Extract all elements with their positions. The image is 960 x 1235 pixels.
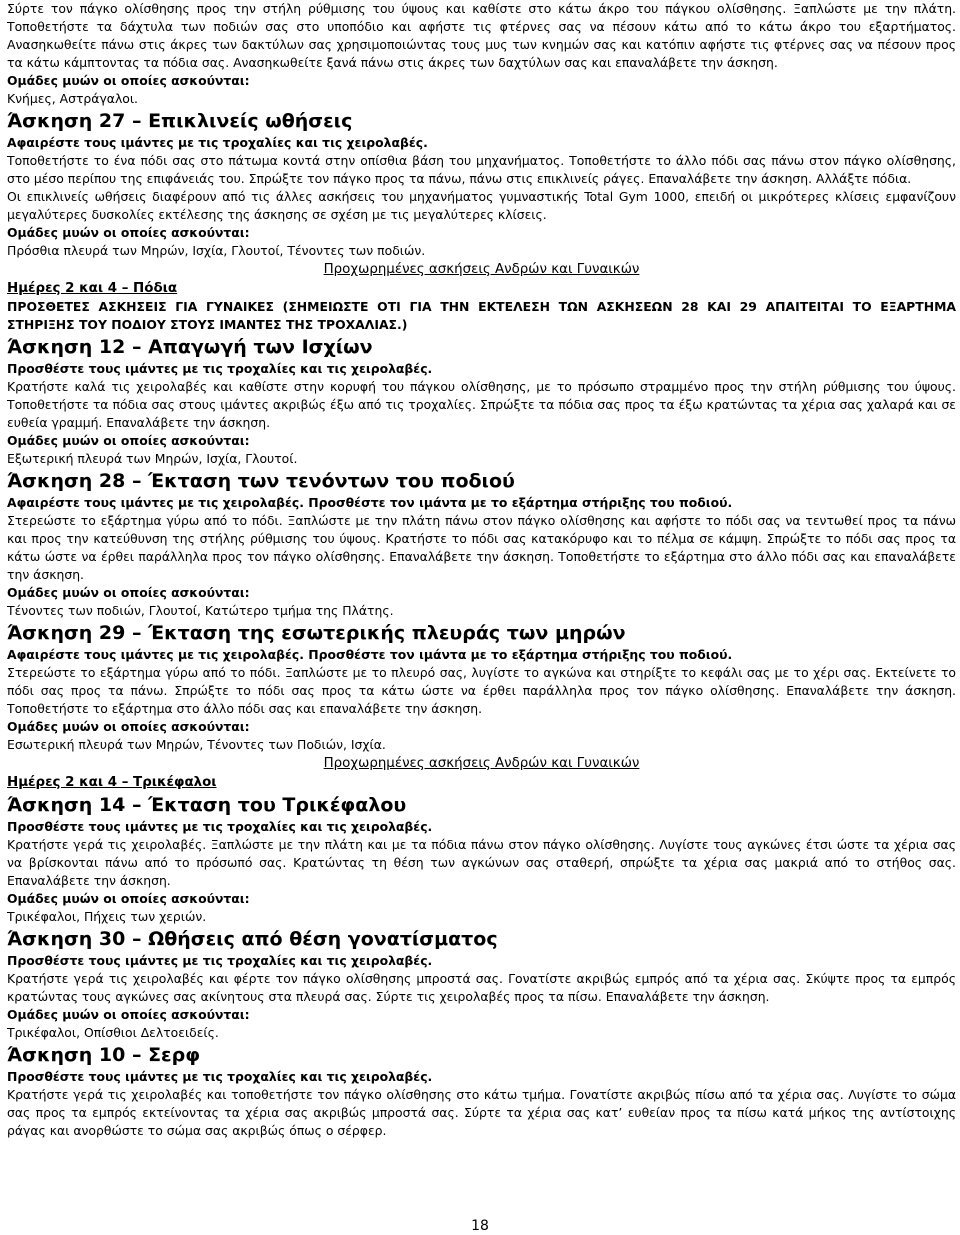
exercise-description: Κρατήστε γερά τις χειρολαβές. Ξαπλώστε με την πλάτη και με τα πόδια πάνω στον πάγκο ολίσθησης. Λυγίστε τους αγκώνες έτσι ώστε τα χέρια σας να βρίσκονται πάνω από το πρόσωπό σας. Κρατώντας τη θέση των αγκώνων σας σταθερή, σπρώξτε τα χέρια σας μακριά από το στήθος σας. Επαναλάβετε την άσκηση. [7,837,956,888]
muscles-list: Τένοντες των ποδιών, Γλουτοί, Κατώτερο τμήμα της Πλάτης. [7,603,394,618]
exercise-description: Στερεώστε το εξάρτημα γύρω από το πόδι. Ξαπλώστε με την πλάτη πάνω στον πάγκο ολίσθησης και αφήστε το πόδι σας να τεντωθεί προς τα πάνω και προς την κατεύθυνση της στήλης ρύθμισης του ύψους. Κρατήστε το πόδι σας κατακόρυφο και το πέλμα σε κάμψη. Σπρώξτε το πόδι σας προς τα κάτω ώστε να έρθει παράλληλα προς τον πάγκο ολίσθησης. Επαναλάβετε την άσκηση. Τοποθετήστε το εξάρτημα στο άλλο πόδι σας και επαναλάβετε την άσκηση. [7,513,956,582]
muscles-list: Εξωτερική πλευρά των Μηρών, Ισχία, Γλουτοί. [7,451,298,466]
exercise-instruction: Προσθέστε τους ιμάντες με τις τροχαλίες και τις χειρολαβές. [7,1069,433,1084]
exercise-instruction: Αφαιρέστε τους ιμάντες με τις χειρολαβές. Προσθέστε τον ιμάντα με το εξάρτημα στήριξης του ποδιού. [7,495,733,510]
exercise-title: Άσκηση 27 – Επικλινείς ωθήσεις [7,110,353,132]
page-number: 18 [471,1218,489,1234]
exercise-title: Άσκηση 28 – Έκταση των τενόντων του ποδιού [7,470,515,492]
exercise-instruction: Προσθέστε τους ιμάντες με τις τροχαλίες και τις χειρολαβές. [7,819,433,834]
exercise-description: Κρατήστε καλά τις χειρολαβές και καθίστε στην κορυφή του πάγκου ολίσθησης, με το πρόσωπο στραμμένο προς την στήλη ρύθμισης του ύψους. Τοποθετήστε τα πόδια σας στους ιμάντες ακριβώς έξω από τις τροχαλίες. Σπρώξτε τα πόδια σας προς τα έξω κρατώντας τα χέρια σας χαλαρά και σε ευθεία γραμμή. Επαναλάβετε την άσκηση. [7,379,956,430]
women-note: ΠΡΟΣΘΕΤΕΣ ΑΣΚΗΣΕΙΣ ΓΙΑ ΓΥΝΑΙΚΕΣ (ΣΗΜΕΙΩΣΤΕ ΟΤΙ ΓΙΑ ΤΗΝ ΕΚΤΕΛΕΣΗ ΤΩΝ ΑΣΚΗΣΕΩΝ 28 ΚΑΙ 29 ΑΠΑΙΤΕΙΤΑΙ ΤΟ ΕΞΑΡΤΗΜΑ ΣΤΗΡΙΞΗΣ ΤΟΥ ΠΟΔΙΟΥ ΣΤΟΥΣ ΙΜΑΝΤΕΣ ΤΗΣ ΤΡΟΧΑΛΙΑΣ.) [7,299,956,332]
exercise-instruction: Προσθέστε τους ιμάντες με τις τροχαλίες και τις χειρολαβές. [7,953,433,968]
exercise-title: Άσκηση 12 – Απαγωγή των Ισχίων [7,336,373,358]
intro-paragraph: Σύρτε τον πάγκο ολίσθησης προς την στήλη ρύθμισης του ύψους και καθίστε στο κάτω άκρο του πάγκου ολίσθησης. Ξαπλώστε με την πλάτη. Τοποθετήστε τα δάχτυλα των ποδιών σας στο υποπόδιο και αφήστε τις φτέρνες σας να πέσουν κάτω από το κάτω άκρο του εξαρτήματος. Ανασηκωθείτε πάνω στις άκρες των δακτύλων σας χρησιμοποιώντας τους μυς των κνημών σας και κατόπιν αφήστε τις φτέρνες σας να πέσουν προς τα κάτω κάμπτοντας τα πόδια σας. Ανασηκωθείτε ξανά πάνω στις άκρες των δαχτύλων σας και επαναλάβετε την άσκηση. [7,1,956,70]
exercise-instruction: Αφαιρέστε τους ιμάντες με τις χειρολαβές. Προσθέστε τον ιμάντα με το εξάρτημα στήριξης του ποδιού. [7,647,733,662]
exercise-title: Άσκηση 30 – Ωθήσεις από θέση γονατίσματος [7,928,498,950]
exercise-title: Άσκηση 10 – Σερφ [7,1044,201,1066]
days-heading: Ημέρες 2 και 4 – Πόδια [7,281,178,296]
muscles-list: Κνήμες, Αστράγαλοι. [7,91,138,106]
exercise-description: Τοποθετήστε το ένα πόδι σας στο πάτωμα κοντά στην οπίσθια βάση του μηχανήματος. Τοποθετήστε το άλλο πόδι σας πάνω στον πάγκο ολίσθησης, στο μέσο περίπου της επιφάνειάς του. Σπρώξτε τον πάγκο προς τα πάνω, πάνω στις επικλινείς ράγες. Επαναλάβετε την άσκηση. Αλλάξτε πόδια. [7,153,956,186]
muscles-label: Ομάδες μυών οι οποίες ασκούνται: [7,433,250,448]
muscles-label: Ομάδες μυών οι οποίες ασκούνται: [7,1007,250,1022]
exercise-description: Στερεώστε το εξάρτημα γύρω από το πόδι. Ξαπλώστε με το πλευρό σας, λυγίστε το αγκώνα και στηρίξτε το κεφάλι σας με το χέρι σας. Εκτείνετε το πόδι σας προς τα πάνω. Σπρώξτε το πόδι σας προς τα κάτω ώστε να έρθει παράλληλα προς τον πάγκο ολίσθησης. Επαναλάβετε την άσκηση. Τοποθετήστε το εξάρτημα στο άλλο πόδι σας και επαναλάβετε την άσκηση. [7,665,956,716]
section-heading: Προχωρημένες ασκήσεις Ανδρών και Γυναικών [323,262,640,277]
exercise-note: Οι επικλινείς ωθήσεις διαφέρουν από τις άλλες ασκήσεις του μηχανήματος γυμναστικής Total Gym 1000, επειδή οι μικρότερες κλίσεις εμφανίζουν μεγαλύτερες δυσκολίες εκτέλεσης της άσκησης σε σχέση με τις μεγαλύτερες κλίσεις. [7,189,956,222]
muscles-label: Ομάδες μυών οι οποίες ασκούνται: [7,719,250,734]
exercise-instruction: Αφαιρέστε τους ιμάντες με τις τροχαλίες και τις χειρολαβές. [7,135,428,150]
exercise-description: Κρατήστε γερά τις χειρολαβές και φέρτε τον πάγκο ολίσθησης μπροστά σας. Γονατίστε ακριβώς εμπρός από τα χέρια σας. Σκύψτε προς τα εμπρός κρατώντας τους αγκώνες σας ακίνητους στα πλευρά σας. Σύρτε τις χειρολαβές προς τα πίσω. Επαναλάβετε την άσκηση. [7,971,956,1004]
muscles-list: Τρικέφαλοι, Οπίσθιοι Δελτοειδείς. [7,1025,219,1040]
exercise-instruction: Προσθέστε τους ιμάντες με τις τροχαλίες και τις χειρολαβές. [7,361,433,376]
section-heading: Προχωρημένες ασκήσεις Ανδρών και Γυναικών [323,756,640,771]
muscles-label: Ομάδες μυών οι οποίες ασκούνται: [7,891,250,906]
muscles-list: Πρόσθια πλευρά των Μηρών, Ισχία, Γλουτοί, Τένοντες των ποδιών. [7,243,426,258]
muscles-label: Ομάδες μυών οι οποίες ασκούνται: [7,225,250,240]
exercise-description: Κρατήστε γερά τις χειρολαβές και τοποθετήστε τον πάγκο ολίσθησης στο κάτω τμήμα. Γονατίστε ακριβώς πίσω από τα χέρια σας. Λυγίστε το σώμα σας προς τα εμπρός εκτείνοντας τα χέρια σας ακριβώς μπροστά σας. Σύρτε τα χέρια σας κατ’ ευθείαν προς τα πίσω κατά μήκος της αντίστοιχης ράγας και ανορθώστε το σώμα σας ακριβώς όπως ο σέρφερ. [7,1087,956,1138]
muscles-label: Ομάδες μυών οι οποίες ασκούνται: [7,585,250,600]
muscles-list: Τρικέφαλοι, Πήχεις των χεριών. [7,909,207,924]
muscles-label: Ομάδες μυών οι οποίες ασκούνται: [7,73,250,88]
exercise-title: Άσκηση 29 – Έκταση της εσωτερικής πλευράς των μηρών [7,622,626,644]
muscles-list: Εσωτερική πλευρά των Μηρών, Τένοντες των Ποδιών, Ισχία. [7,737,386,752]
exercise-title: Άσκηση 14 – Έκταση του Τρικέφαλου [7,794,407,816]
days-heading: Ημέρες 2 και 4 – Τρικέφαλοι [7,775,217,790]
